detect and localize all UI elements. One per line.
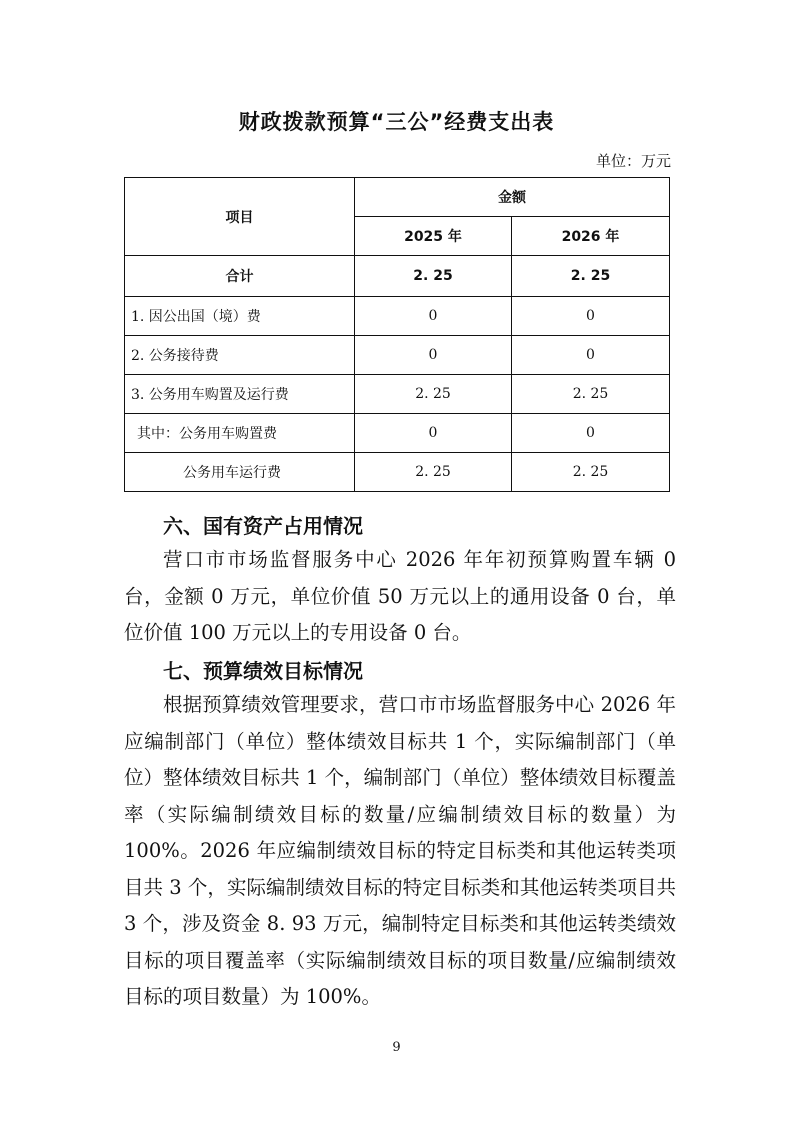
row-label: 3. 公务用车购置及运行费 <box>125 375 355 414</box>
table-row <box>125 297 670 336</box>
row-label: 其中：公务用车购置费 <box>125 414 355 453</box>
section-heading-performance: 七、预算绩效目标情况 <box>163 659 363 683</box>
table-row <box>125 375 670 414</box>
row-value-2026: 0 <box>512 336 670 375</box>
row-value-2026: 0 <box>512 297 670 336</box>
row-value-2025: 0 <box>355 414 512 453</box>
row-label: 1. 因公出国（境）费 <box>125 297 355 336</box>
row-value-2025: 2. 25 <box>355 256 512 297</box>
year-2026-header: 2026 年 <box>512 217 670 256</box>
row-label: 公务用车运行费 <box>125 453 355 492</box>
row-value-2026: 2. 25 <box>512 375 670 414</box>
three-public-expense-table <box>124 177 670 492</box>
row-value-2026: 2. 25 <box>512 453 670 492</box>
row-value-2025: 2. 25 <box>355 453 512 492</box>
table-row <box>125 414 670 453</box>
row-value-2025: 2. 25 <box>355 375 512 414</box>
row-label: 2. 公务接待费 <box>125 336 355 375</box>
table-row-total <box>125 256 670 297</box>
row-value-2026: 0 <box>512 414 670 453</box>
year-2025-header: 2025 年 <box>355 217 512 256</box>
table-row <box>125 336 670 375</box>
page-number: 9 <box>392 1040 401 1055</box>
unit-label: 单位：万元 <box>595 152 671 170</box>
table-title: 财政拨款预算“三公”经费支出表 <box>238 110 555 134</box>
item-header: 项目 <box>125 178 355 256</box>
section-heading-assets: 六、国有资产占用情况 <box>163 514 363 538</box>
row-label: 合计 <box>125 256 355 297</box>
row-value-2026: 2. 25 <box>512 256 670 297</box>
section-text-performance: 根据预算绩效管理要求，营口市市场监督服务中心 2026 年应编制部门（单位）整体绩效目标共 1 个，实际编制部门（单位）整体绩效目标共 1 个，编制部门（单位）整体绩效目标覆盖率（实际编制绩效目标的数量/应编制绩效目标的数量）为 100%。2026 年应编制绩效目标的特定目标类和其他运转类项目共 3 个，实际编制绩效目标的特定目标类和其他运转类项目共 3 个，涉及资金 8. 93 万元，编制特定目标类和其他运转类绩效目标的项目覆盖率（实际编制绩效目标的项目数量/应编制绩效目标的项目数量）为 100%。 <box>124 693 676 1008</box>
row-value-2025: 0 <box>355 297 512 336</box>
amount-header: 金额 <box>355 178 670 217</box>
section-text-assets: 营口市市场监督服务中心 2026 年年初预算购置车辆 0 台，金额 0 万元，单位价值 50 万元以上的通用设备 0 台，单位价值 100 万元以上的专用设备 0 台。 <box>124 548 676 644</box>
table-row <box>125 453 670 492</box>
row-value-2025: 0 <box>355 336 512 375</box>
